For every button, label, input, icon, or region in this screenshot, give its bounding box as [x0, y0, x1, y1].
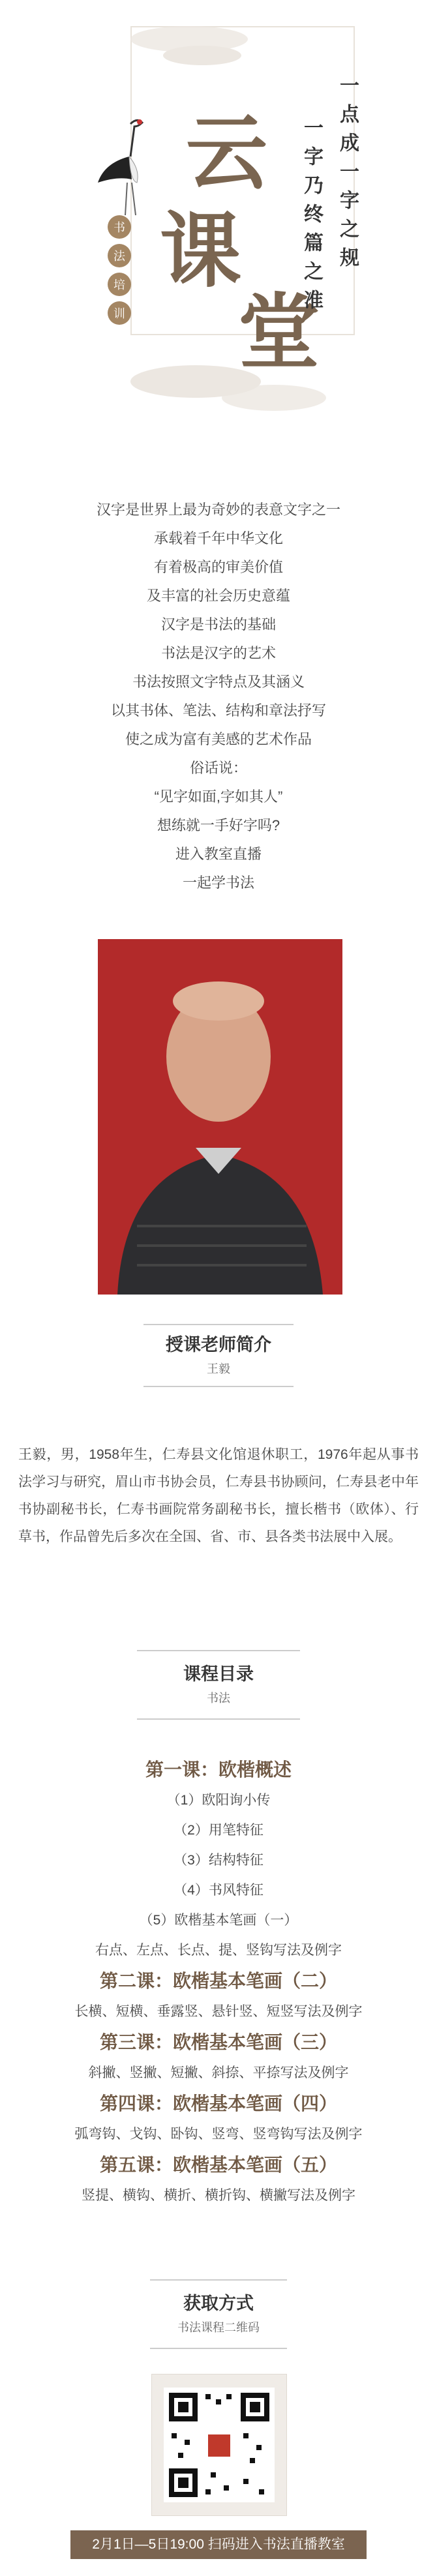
qr-code-icon: [152, 2374, 286, 2515]
lesson-item: （1）欧阳询小传: [166, 1793, 271, 1808]
lesson-detail: 右点、左点、长点、提、竖钩写法及例字: [95, 1943, 342, 1958]
lesson-item: （4）书风特征: [173, 1883, 264, 1898]
divider: [143, 1324, 294, 1325]
teacher-photo: [98, 939, 342, 1295]
title-char-yun: 云: [186, 110, 267, 200]
intro-line: 想练就一手好字吗?: [157, 817, 280, 833]
cloud-decoration: [222, 385, 326, 411]
intro-line: 一起学书法: [182, 875, 254, 891]
title-char-ke: 课: [160, 207, 241, 297]
course-subtitle: 书法: [207, 1692, 230, 1705]
lesson-detail: 竖提、横钩、横折、横折钩、横撇写法及例字: [82, 2188, 355, 2203]
divider: [150, 2279, 287, 2281]
teacher-bio: 王毅，男，1958年生，仁寿县文化馆退休职工，1976年起从事书法学习与研究，眉山市书协会员，仁寿县书协顾问，仁寿县老中年书协副秘书长，仁寿书画院常务副秘书长，擅长楷书（欧体）、行草书，作品曾先后多次在全国、省、市、县各类书法展中入展。: [18, 1447, 419, 1544]
intro-line: 进入教室直播: [175, 846, 262, 862]
access-subtitle: 书法课程二维码: [177, 2321, 260, 2334]
divider: [150, 2348, 287, 2349]
slogan-line-2: 一字乃终篇之准: [301, 117, 322, 318]
lesson-title: 第三课：欧楷基本笔画（三）: [99, 2032, 337, 2052]
header-banner: [0, 0, 437, 450]
teacher-name: 王毅: [207, 1362, 230, 1375]
intro-line: 使之成为富有美感的艺术作品: [125, 731, 312, 747]
intro-line: 俗话说：: [189, 760, 247, 776]
intro-line: 以其书体、笔法、结构和章法抒写: [110, 702, 326, 719]
access-section: [0, 2289, 437, 2335]
qr-code[interactable]: [151, 2374, 287, 2516]
course-section: [0, 1660, 437, 1706]
lesson-detail: 弧弯钩、戈钩、卧钩、竖弯、竖弯钩写法及例字: [74, 2127, 363, 2142]
lesson-detail: 长横、短横、垂露竖、悬针竖、短竖写法及例字: [74, 2004, 363, 2019]
divider: [143, 1386, 294, 1387]
teacher-section: [0, 1330, 437, 1377]
tag-pill: 培: [108, 273, 131, 296]
intro-line: 汉字是书法的基础: [160, 616, 276, 633]
intro-line: “见字如面,字如其人”: [154, 788, 283, 805]
intro-text: [0, 496, 437, 897]
divider: [137, 1650, 300, 1651]
tag-pill: 法: [108, 244, 131, 267]
crane-illustration: [91, 117, 150, 222]
intro-line: 及丰富的社会历史意蕴: [146, 588, 290, 604]
tag-pill: 书: [108, 215, 131, 239]
teacher-section-title: 授课老师简介: [166, 1335, 271, 1355]
teacher-portrait: [98, 939, 342, 1295]
lesson-title: 第四课：欧楷基本笔画（四）: [99, 2093, 337, 2114]
title-char-tang: 堂: [238, 289, 320, 379]
lesson-item: （2）用笔特征: [173, 1823, 264, 1838]
lesson-detail: 斜撇、竖撇、短撇、斜捺、平捺写法及例字: [88, 2065, 349, 2080]
lesson-title: 第五课：欧楷基本笔画（五）: [99, 2155, 337, 2175]
intro-line: 书法是汉字的艺术: [160, 645, 276, 661]
intro-line: 有着极高的审美价值: [153, 559, 283, 575]
lesson-title: 第一课：欧楷概述: [145, 1760, 292, 1780]
slogan-line-1: 一点成一字之规: [337, 75, 358, 276]
tag-pills: [108, 215, 134, 330]
course-section-title: 课程目录: [183, 1664, 254, 1684]
intro-line: 承载着千年中华文化: [153, 530, 283, 547]
tag-pill: 训: [108, 301, 131, 325]
lesson-item: （3）结构特征: [173, 1853, 264, 1868]
divider: [137, 1718, 300, 1720]
access-section-title: 获取方式: [183, 2294, 254, 2313]
lesson-item: （5）欧楷基本笔画（一）: [139, 1913, 298, 1928]
intro-line: 汉字是世界上最为奇妙的表意文字之一: [96, 502, 340, 518]
intro-line: 书法按照文字特点及其涵义: [132, 674, 305, 690]
cloud-decoration: [163, 46, 241, 65]
course-list: [0, 1754, 437, 2211]
lesson-title: 第二课：欧楷基本笔画（二）: [99, 1971, 337, 1991]
schedule-banner: 2月1日—5日19:00 扫码进入书法直播教室: [70, 2530, 367, 2559]
